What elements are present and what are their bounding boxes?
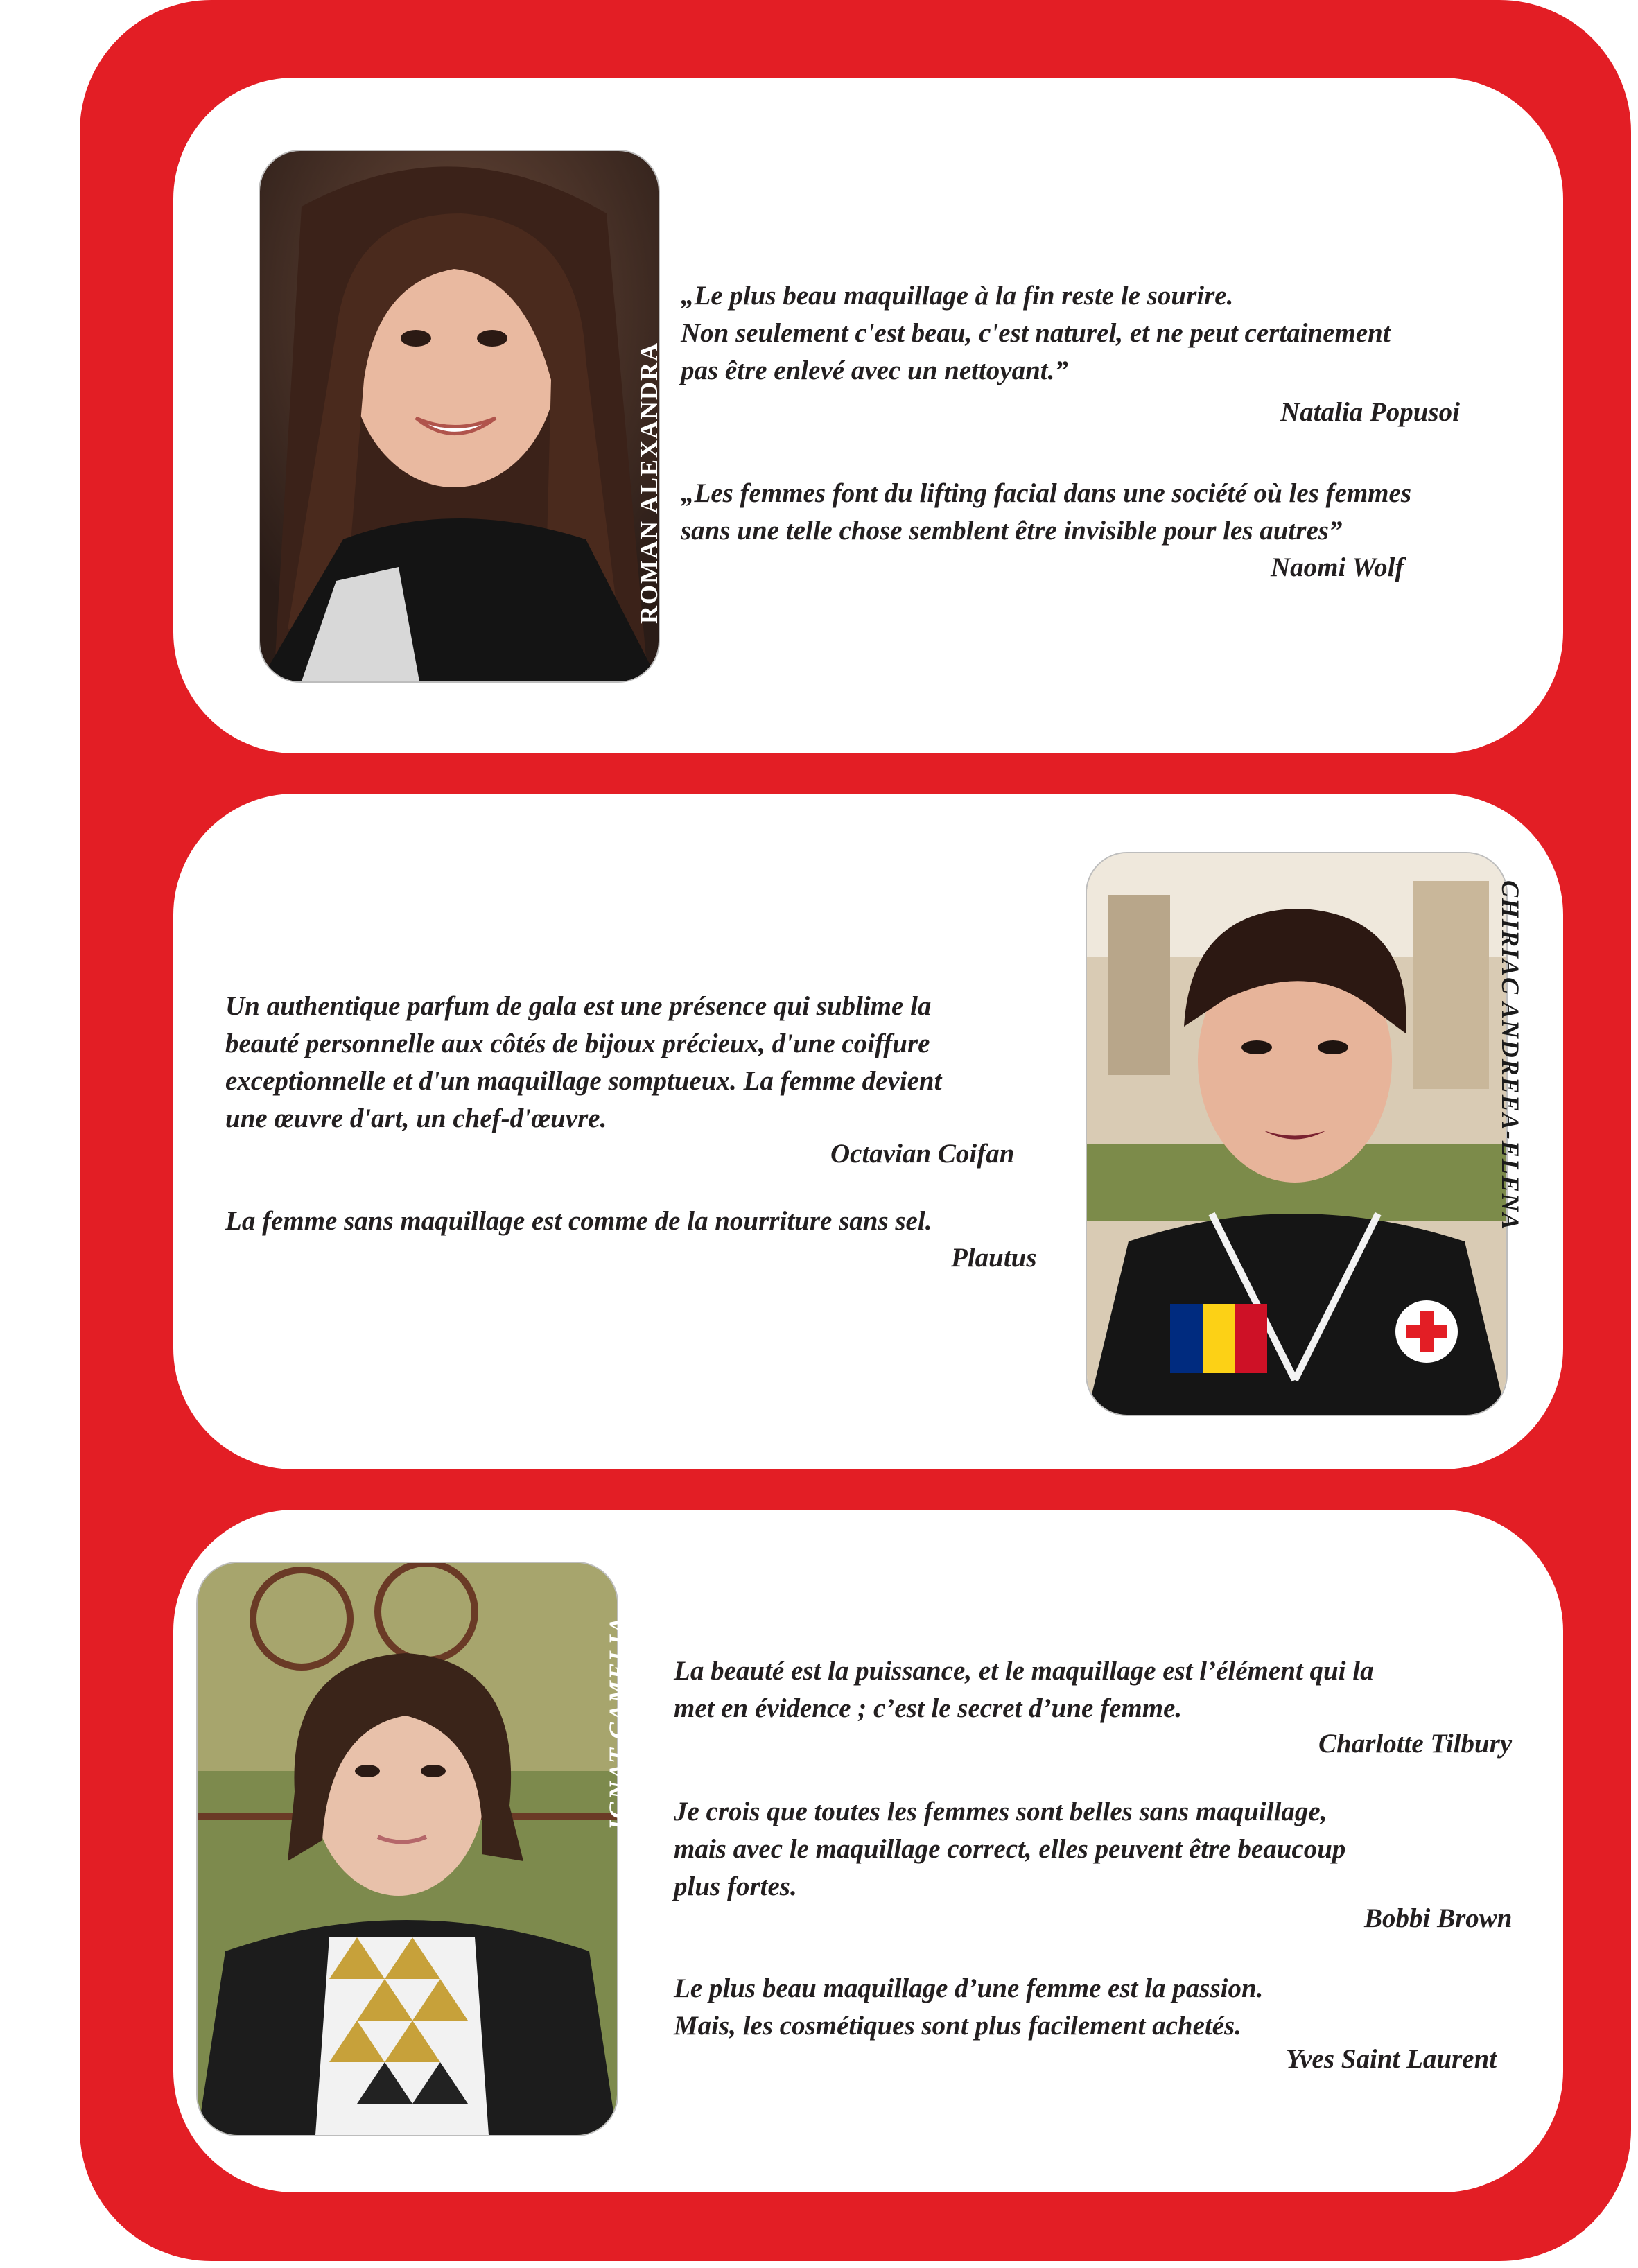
quote-line: plus fortes. (674, 1872, 797, 1901)
quote-line: Un authentique parfum de gala est une présence qui sublime la (225, 991, 932, 1021)
quote-author: Bobbi Brown (1364, 1903, 1513, 1933)
quote-line: „Les femmes font du lifting facial dans une société où les femmes (681, 478, 1412, 508)
quote-author: Naomi Wolf (1271, 552, 1404, 582)
quote-text (681, 277, 1391, 390)
portrait-photo-3 (198, 1563, 617, 2135)
quote-line: Je crois que toutes les femmes sont belles sans maquillage, (674, 1797, 1327, 1826)
portrait-photo-2 (1087, 853, 1506, 1415)
quote-text (674, 1652, 1374, 1727)
quote-author: Yves Saint Laurent (1286, 2044, 1497, 2074)
quote-line: une œuvre d'art, un chef-d'œuvre. (225, 1104, 607, 1133)
quote-line: La beauté est la puissance, et le maquillage est l’élément qui la (674, 1656, 1374, 1686)
quote-line: beauté personnelle aux côtés de bijoux précieux, d'une coiffure (225, 1029, 930, 1058)
quote-line: pas être enlevé avec un nettoyant.” (681, 356, 1068, 385)
quote-line: mais avec le maquillage correct, elles peuvent être beaucoup (674, 1834, 1346, 1864)
quote-text (225, 1203, 932, 1240)
quote-line: exceptionnelle et d'un maquillage somptueux. La femme devient (225, 1066, 942, 1096)
quote-text (674, 1970, 1263, 2045)
quote-author: Charlotte Tilbury (1318, 1729, 1513, 1759)
person-name-3: IGNAT CAMELIA (604, 1615, 631, 1830)
quote-line: sans une telle chose semblent être invisible pour les autres” (681, 516, 1343, 546)
quote-text (674, 1793, 1345, 1905)
quote-line: Non seulement c'est beau, c'est naturel, et ne peut certainement (681, 318, 1391, 348)
quote-line: met en évidence ; c’est le secret d’une femme. (674, 1693, 1183, 1723)
quote-line: Le plus beau maquillage d’une femme est la passion. (674, 1973, 1264, 2003)
quote-line: La femme sans maquillage est comme de la nourriture sans sel. (225, 1206, 932, 1236)
portrait-photo-1 (260, 151, 659, 681)
quote-author: Octavian Coifan (830, 1139, 1015, 1169)
quote-author: Plautus (951, 1243, 1037, 1273)
person-name-1: ROMAN ALEXANDRA (635, 342, 663, 624)
quote-text (681, 475, 1411, 550)
person-name-2: CHIRIAC ANDREEA-ELENA (1497, 880, 1524, 1231)
quote-line: Mais, les cosmétiques sont plus facilement achetés. (674, 2011, 1241, 2041)
quote-author: Natalia Popusoi (1280, 397, 1460, 427)
quote-text (225, 988, 941, 1137)
quote-line: „Le plus beau maquillage à la fin reste le sourire. (681, 281, 1234, 311)
